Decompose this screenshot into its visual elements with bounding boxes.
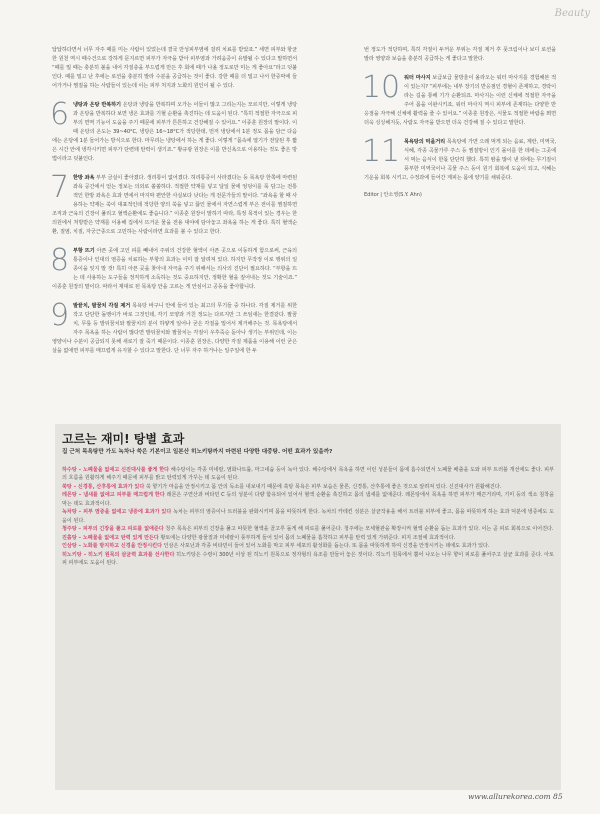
section-text: 부부 금실이 좋아졌다. 생리통이 없어졌다. 허리통증이 사라졌다는 등 목욕탕 한쪽에 마련된 좌욕 공간에서 얻는 정보는 의외로 쏠쏠하다. 적절한 약재를 넣고 달일 물에 엉덩이를 푹 담그는 전통적인 한방 좌욕은 효과 면에서 마지막 편안한 사실보다 낫다는 게 전문가들의 말이다. “좌욕을 할 때 사용하는 약재는 쑥이 대표적인데 적당한 양의 쑥을 넣고 끓인 물에서 자연스럽게 부은 전이를 찜질하면 조직과 근육의 긴장이 풀리고 혈액순환에도 좋습니다.” 이종훈 원장이 말하기 따라, 특정 목적이 있는 경우는 한의원에서 처방받은 약재를 이용해 집에서 뜨거운 물을 전용 대야에 담아놓고 좌욕을 하는 게 좋다. 특히 혈액순환, 질염, 치질, 자궁근종으로 고민하는 사람이라면 효과를 볼 수 있다고 한다. (52, 175, 297, 235)
site-url[interactable]: www.allurekorea.com (468, 792, 551, 801)
box-item (62, 466, 554, 483)
page-footer (468, 792, 563, 801)
box-item (62, 534, 554, 542)
box-item-name: 진흙탕 – 노폐물을 없애고 탄력 있게 만든다 (62, 534, 159, 541)
box-item-name: 쑥탕 – 신경통, 산후통에 효과가 있다 (62, 483, 145, 490)
box-item (62, 491, 554, 508)
section-heading: 워터 마사지 (403, 75, 431, 81)
box-body (62, 466, 554, 568)
section-text: 온탕과 냉탕을 반복하며 오가는 이들이 많고 그리는지는 모르지만, 이렇게 냉탕과 온탕을 반복하다 보면 냉온 효과를 기혈 순환을 촉진하는 데 도움이 된다. “특히 적절한 자극으로 피부의 면역 기능이 도움을 주기 때문에 피부가 튼튼하고 건강해질 수 있어요.” 이종훈 원장의 말이다. 이때 온탕의 온도는 39~40°C, 냉탕은 16~18°C가 적당한데, 먼저 냉탕에서 1분 정도 몸을 담근 다음에는 온탕에 1분 들어가는 방식으로 한다. 마무리는 냉탕에서 하는 게 좋다. 이렇게 “몸속에 열기가 전달된 후 짧은 시간 안에 냉각시키면 피부가 단련돼 탄력이 생기죠.” 황규광 원장은 이를 반신욕으로 이용하는 것도 좋은 방법이라고 덧붙인다. (52, 102, 297, 162)
section-8 (50, 243, 297, 292)
section-heading: 한방 좌욕 (73, 175, 95, 181)
section-number: 6 (50, 97, 69, 132)
section-heading: 냉탕과 온탕 반복하기 (73, 102, 121, 108)
running-head: Beauty (554, 8, 590, 19)
box-item (62, 508, 554, 525)
box-item-text: 녹차는 피부의 염증이나 트러블을 완화시키며 몸을 따뜻하게 한다. 녹차의 카테킨 성분은 살균작용을 해서 트러블 피부에 좋고, 몸을 따뜻하게 하는 효과 덕분에 냉증에도 도움이 된다. (62, 509, 555, 524)
section-text: 목욕탕에 가면 으레 먹게 되는 음료, 계란, 미역국, 식혜, 각종 곡물가루 주스 등 찜질방이 인기 몰이를 한 데에는 그곳에서 먹는 음식이 한몫 단단히 했다. 특히 땀을 많이 낸 뒤에는 무기질이 풍부한 미역국이나 곡물 주스 등이 원기 회복에 도움이 되고, 식혜는 기운을 회복 시키고, 수정과에 들어간 계피는 몸에 양기를 채워준다. (364, 139, 556, 181)
box-item-text: 인삼은 사포닌과 각종 비타민이 들어 있어 노화를 막고 피부 세포의 활성화를 돕는다. 또 몸을 따뜻하게 하여 신경을 안정시키는 데에도 효과가 있다. (163, 543, 490, 550)
box-item-text: 황토에는 다양한 광물질과 미네랄이 풍부하게 들어 있어 몸의 노폐물을 흡착하고 피부를 탄력 있게 가꿔준다. 피지 조절에 효과적이다. (160, 534, 456, 541)
box-item-text: 해수탕이는 각종 미네랄, 염화나트륨, 마그네슘 등이 녹아 있다. 해수탕에서 목욕을 하면 이런 성분들이 몸에 흡수되면서 노폐물 배출을 도와 피부 트러블 개선에도 좋다. 피부의 흐름을 원활하게 해주기 때문에 피부를 밝고 탄력있게 가꾸는 데 도움이 된다. (62, 467, 554, 482)
section-11 (362, 134, 556, 183)
section-heading: 목욕탕의 먹을거리 (403, 139, 446, 145)
box-subtitle: 집 근처 목욕탕만 가도 녹차나 쑥은 기본이고 일본산 히노키탕까지 마련된 다양한 대중탕. 어떤 효과가 있을까? (62, 449, 333, 455)
editor-credit: Editor | 안소영(S.Y. Ahn) (364, 192, 422, 198)
box-item-text: 청주 목욕은 피부의 긴장을 풀고 따뜻한 혈액을 골고루 돌게 해 피로를 풀어준다. 청주에는 모세혈관을 확장시켜 혈액 순환을 돕는 효과가 있다. 이는 곧 피로 회복으로 이어진다. (165, 526, 554, 533)
box-item (62, 483, 554, 491)
section-text: 목욕탕 바구니 안에 들어 있는 최고의 무기들 중 하나다. 각질 제거를 위한 작고 단단한 돌멩이가 바로 그것인데, 각기 모양과 거친 정도는 다르지만 그 쓰임새는 한결같다. 팔꿈치, 무릎 등 발뒤꿈치와 팔꿈치의 분이 하얗게 일어나 굳은 각질을 밀어서 제거해주는 것. 목욕탕에서 자주 목욕을 하는 사람이 많다면 발뒤꿈치와 팔꿈치는 각질이 우후죽순 돋아나 생기는 부위인데, 이는 영양이나 수분이 공급되지 못해 새로기 잘 죽기 때문이다. 이종훈 원장은, 다양한 각질 제품을 이용해 이런 굳은 살을 없애면 피부를 매끄럽게 유지할 수 있다고 말한다. 단 너무 자주 하거나는 일주일에 한 두 (52, 303, 297, 354)
box-title: 고르는 재미! 탕별 효과 (62, 432, 185, 446)
section-text: 아픈 곳에 고인 피를 빼내어 주위의 건강한 혈액이 아픈 곳으로 이동하게 함으로써, 근육의 통증이나 인대의 염증을 치료하는 부항의 효과는 이미 잘 알려져 있다. 하지만 무작정 이로 행위의 일종이을 잊지 말 것! 특히 아픈 곳을 찾아내 자극을 주기 위해서는 의사의 진단이 필요하다. “부항을 뜨는 데 사용하는 도구들을 정직하게 소독하는 것도 중요하지만, 정확한 혈을 짚어내는 것도 기술이죠.” 이종훈 원장의 말이다. 따라서 제대로 된 목욕탕 안을 고르는 게 안심이고 공동을 좋아합니다. (52, 248, 297, 290)
section-heading: 발끝치, 팔꿈치 각질 제거 (73, 303, 131, 309)
section-heading: 부항 뜨기 (73, 248, 95, 254)
box-item-name: 하수탕 – 노폐물을 없애고 신진대사를 좋게 한다 (62, 467, 170, 473)
box-item-name: 인삼탕 – 노화를 방지하고 신경을 안정시킨다 (62, 543, 162, 550)
box-item-text: 레몬은 구연산과 비타민 C 등의 성분이 다량 함유되어 있어서 혈액 순환을 촉진하고 몸의 냄새를 없애준다. 레몬탕에서 목욕을 하면 피부가 매끈거리며, 기미 등의 색소 침착을 막는 데도 효과적이다. (62, 492, 555, 507)
section-6 (50, 97, 297, 164)
right-column (364, 46, 556, 200)
section-9 (50, 298, 297, 356)
box-item-name: 청주탕 – 피부의 긴장을 풀고 피로를 없애준다 (62, 526, 164, 533)
section-10 (362, 70, 556, 128)
box-item (62, 551, 554, 568)
section-text: 보급보급 물방울이 올라오는 워터 마사지를 경험해본 적이 있는지? “피부에는 내부 장기의 반응점인 경혈이 존재하고, 경락이라는 길을 통해 기가 순환되죠. 마사지는 이런 신체에 적절한 자극을 주어 몸을 이완시키죠, 워터 마사지 역시 피부에 존재하는 다양한 반응점을 자극해 신체에 활력을 줄 수 있어요.” 이종훈 원장은, 식물도 적절한 바람을 쬐면 더욱 싱싱해지듯, 사람도 자극을 받으면 더욱 건강해 질 수 있다고 말한다. (364, 75, 556, 126)
box-item-text: 히노키탕은 수령이 300년 이상 된 히노키 원목으로 정자형의 욕조를 만들어 놓은 것이다. 히노키 원목에서 뿜어 나오는 나무 향이 피로를 풀어주고 살균 효과를 준다. 아토피 피부에도 도움이 된다. (62, 552, 554, 567)
right-intro: 번 정도가 적당하며, 특히 각질이 두꺼운 부위는 각질 제거 후 풋크림이나 보디 로션을 발라 영양과 보습을 충분히 공급하는 게 좋다고 말한다. (364, 47, 556, 62)
section-number: 7 (50, 170, 69, 205)
left-column (52, 46, 297, 356)
box-item (62, 525, 554, 533)
left-intro: 답답하다면서 너무 자주 때를 미는 사람이 있었는데 결국 만성피부염에 걸려 치료를 받았죠.” 세면 피부와 항균한 원천 역시 때수건으로 강하게 문지르면 피부가 자극을 받아 피부염과 가려움증이 유발될 수 있다고 말하면서 “때를 밀 때는 충분히 불을 내어 각질층을 부드럽게 만든 후 회에 때가 나올 정도로만 미는 게 좋아요”라고 덧붙인다. 때를 밀고 난 후에는 로션을 충분히 발라 수분을 공급하는 것이 좋다. 강한 때를 더 밀고 나서 한증막에 들어가거나 찜질을 하는 사람들이 있는데 이는 피부 처지과 노화의 원인이 될 수 있다. (52, 47, 297, 89)
section-7 (50, 170, 297, 237)
section-number: 11 (362, 134, 400, 169)
section-number: 9 (50, 298, 69, 333)
box-item (62, 542, 554, 550)
page-number: 85 (553, 792, 563, 801)
section-number: 8 (50, 243, 69, 278)
box-item-name: 히노키탕 – 히노키 원목의 살균력 효과를 선사한다 (62, 552, 175, 559)
box-item-name: 녹차탕 – 피부 염증을 없애고 냉증에 효과가 있다 (62, 509, 172, 516)
section-number: 10 (362, 70, 400, 105)
box-item-name: 레몬탕 – 냄새를 없애고 피부를 매끄럽게 한다 (62, 492, 165, 499)
box-item-text: 쑥 향기가 마음을 안정시키고 몸 안의 독소를 내보내기 때문에 쑥탕 목욕은 피부 보습은 물론, 신경통, 산후통에 좋은 것으로 알려져 있다. 신진대사가 원활해진다. (145, 483, 502, 490)
